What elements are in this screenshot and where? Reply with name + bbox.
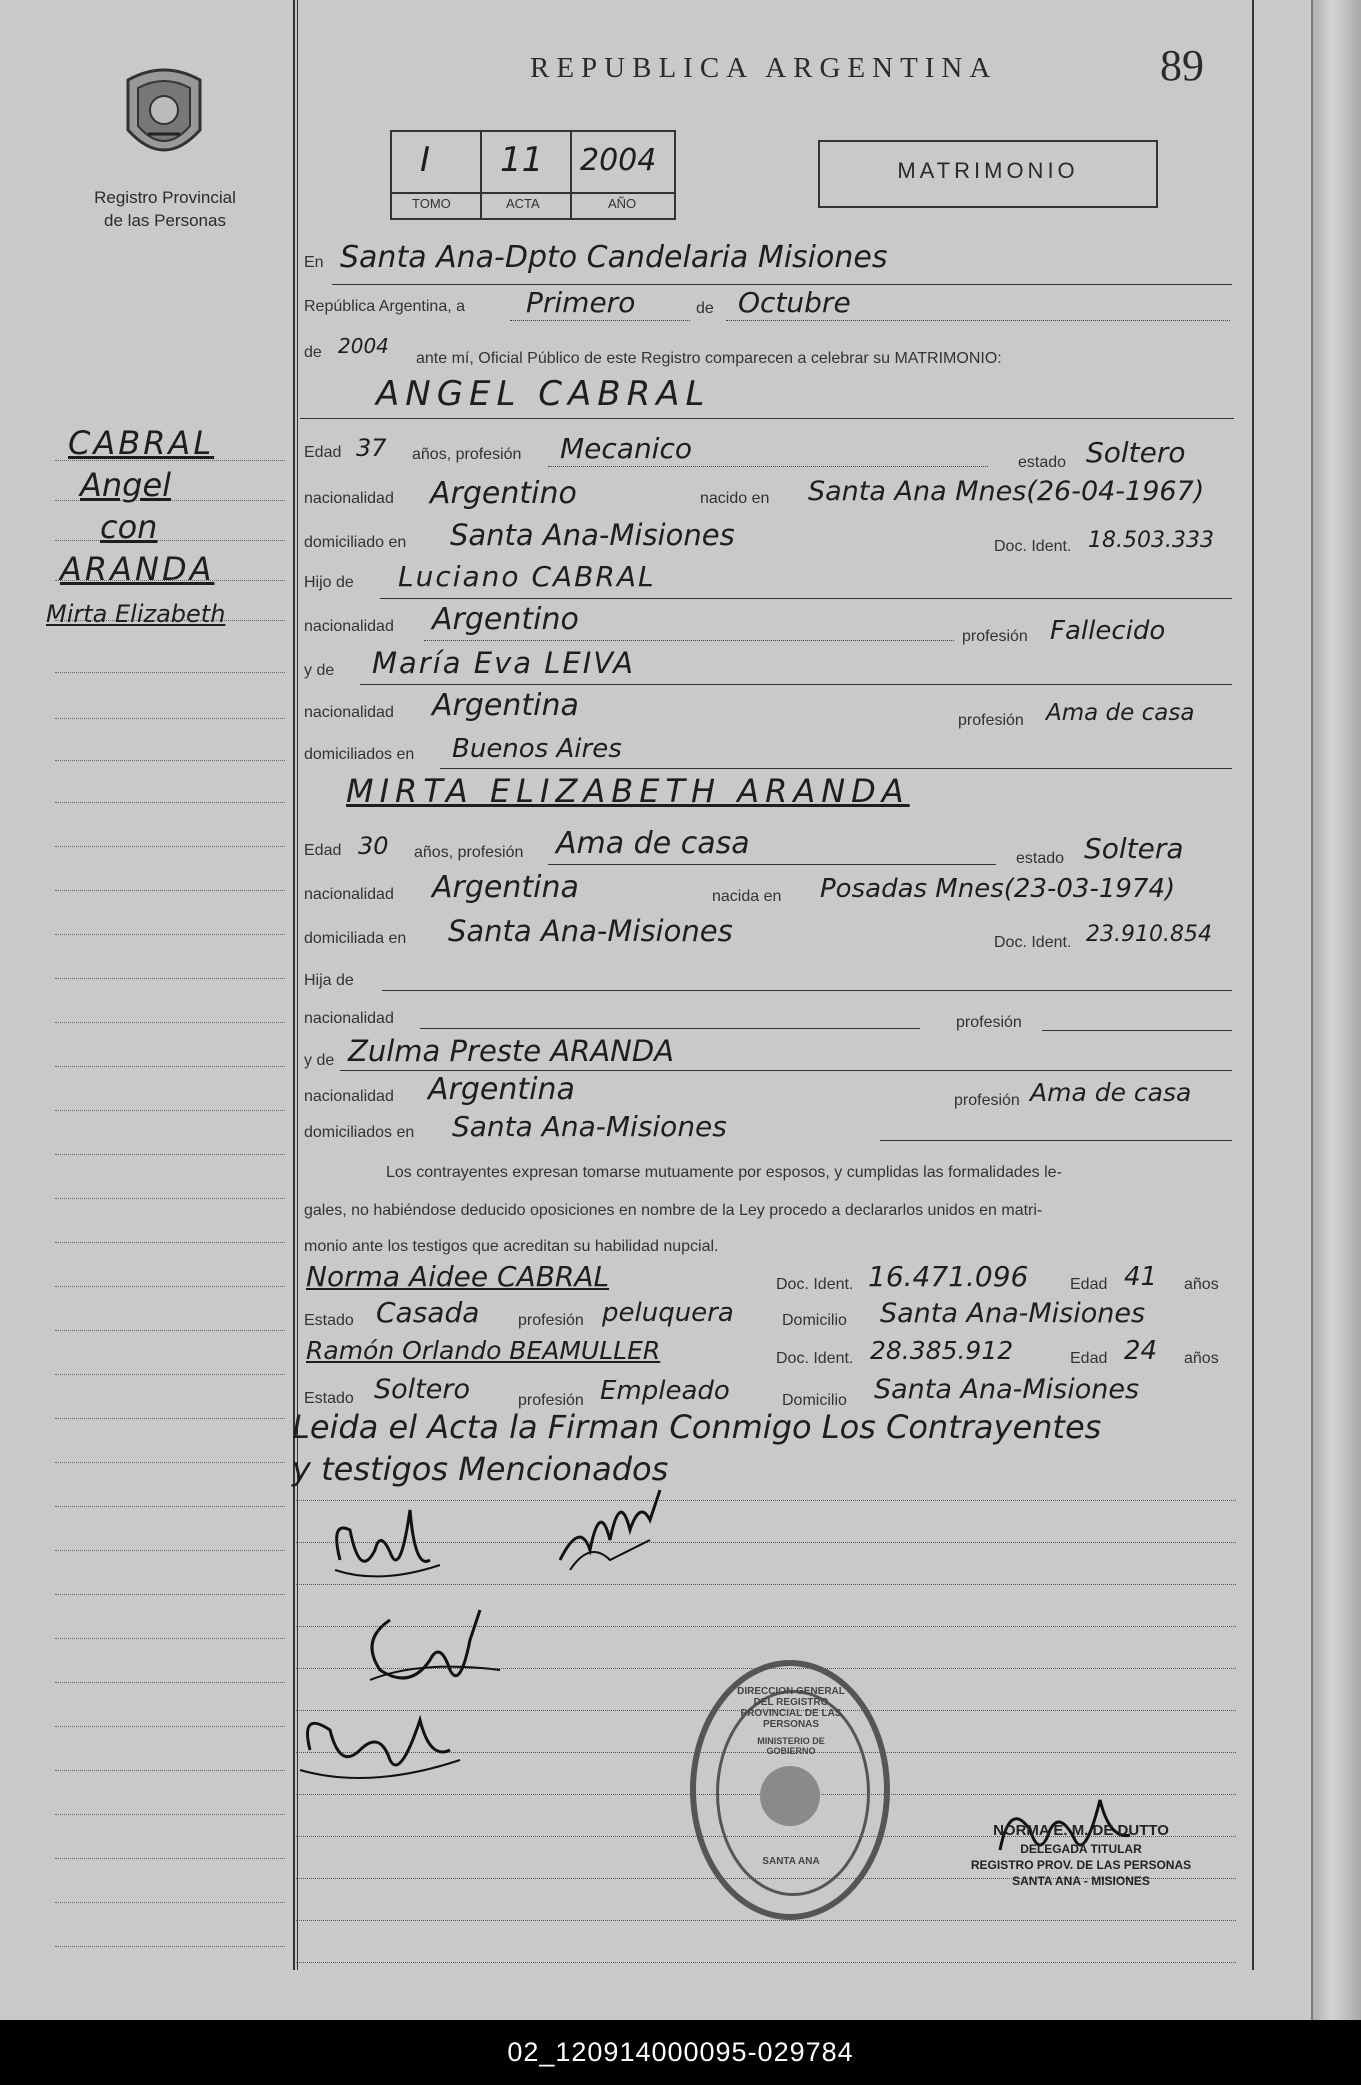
bride-mother-prof-label: profesión [954, 1092, 1020, 1109]
witness2-doc: 28.385.912 [870, 1336, 1014, 1365]
official-name: NORMA E. M. DE DUTTO [993, 1822, 1169, 1839]
official-location: SANTA ANA - MISIONES [1012, 1874, 1150, 1888]
witness1-domicilio-label: Domicilio [782, 1312, 847, 1329]
de-label: de [696, 300, 714, 317]
acta-label: ACTA [506, 196, 540, 211]
groom-estado-label: estado [1018, 454, 1067, 471]
coat-of-arms-icon [118, 60, 210, 175]
anio-value: 2004 [580, 143, 657, 178]
witness1-age: 41 [1124, 1262, 1158, 1292]
official-title: DELEGADA TITULAR [1020, 1842, 1142, 1856]
groom-nationality: Argentino [430, 476, 577, 511]
witness1-name: Norma Aidee CABRAL [306, 1260, 610, 1293]
groom-father-nationality: Argentino [432, 602, 579, 637]
groom-profesion-label: años, profesión [412, 446, 522, 463]
bride-mother-nationality: Argentina [428, 1072, 575, 1107]
record-divider [570, 130, 572, 218]
groom-age: 37 [356, 434, 387, 462]
intro-statement: ante mí, Oficial Público de este Registro comparecen a celebrar su MATRIMONIO: [416, 350, 1002, 367]
page-number: 89 [1160, 41, 1204, 90]
groom-yde-label: y de [304, 662, 335, 679]
margin-surname-groom: CABRAL [68, 424, 215, 462]
witness1-estado-label: Estado [304, 1312, 354, 1329]
tomo-label: TOMO [412, 196, 451, 211]
margin-rule-left [293, 0, 295, 1970]
country-title: REPUBLICA ARGENTINA [530, 52, 998, 84]
groom-domicile: Santa Ana-Misiones [450, 518, 735, 552]
margin-con: con [100, 508, 158, 546]
bride-name: MIRTA ELIZABETH ARANDA [346, 772, 910, 810]
witness2-profession: Empleado [600, 1376, 730, 1406]
stamp-bottom-text: SANTA ANA [762, 1856, 820, 1867]
bride-edad-label: Edad [304, 842, 342, 859]
groom-father-profession: Fallecido [1050, 616, 1166, 646]
witness2-anos-label: años [1184, 1350, 1219, 1367]
groom-parents-domicile: Buenos Aires [452, 734, 622, 764]
bride-birthplace: Posadas Mnes(23-03-1974) [820, 874, 1176, 904]
stamp-inner-text: MINISTERIO DE GOBIERNO [757, 1736, 825, 1756]
groom-mother-nat-label: nacionalidad [304, 704, 394, 721]
bride-mother: Zulma Preste ARANDA [348, 1034, 675, 1068]
groom-mother-profession: Ama de casa [1046, 700, 1195, 726]
republica-label: República Argentina, a [304, 298, 465, 315]
place-value: Santa Ana-Dpto Candelaria Misiones [340, 240, 888, 275]
stamp-emblem-icon [760, 1766, 820, 1826]
bride-parents-dom-label: domiciliados en [304, 1124, 415, 1141]
margin-name-groom: Angel [80, 466, 172, 504]
groom-parents-dom-label: domiciliados en [304, 746, 415, 763]
groom-father-prof-label: profesión [962, 628, 1028, 645]
groom-mother-nationality: Argentina [432, 688, 579, 723]
witness2-age: 24 [1124, 1336, 1158, 1366]
witness1-status: Casada [376, 1296, 480, 1329]
bride-estado-label: estado [1016, 850, 1065, 867]
bride-mother-profession: Ama de casa [1030, 1078, 1192, 1107]
groom-edad-label: Edad [304, 444, 342, 461]
groom-name: ANGEL CABRAL [376, 374, 711, 414]
groom-status: Soltero [1086, 436, 1186, 469]
official-stamp [690, 1660, 890, 1920]
declaration-line2: gales, no habiéndose deducido oposiciones en nombre de la Ley procedo a declararlos unidos en matri- [304, 1202, 1043, 1219]
act-type-label: MATRIMONIO [897, 158, 1079, 183]
margin-rule-left-inner [297, 0, 298, 1970]
witness2-domicile: Santa Ana-Misiones [874, 1374, 1140, 1405]
bride-hija-label: Hija de [304, 972, 354, 989]
bride-mother-nat-label: nacionalidad [304, 1088, 394, 1105]
bride-domicile: Santa Ana-Misiones [448, 914, 733, 948]
bride-doc: 23.910.854 [1086, 922, 1212, 947]
day-value: Primero [526, 286, 636, 319]
acta-value: 11 [500, 140, 544, 180]
bride-parents-domicile: Santa Ana-Misiones [452, 1110, 727, 1143]
witness2-edad-label: Edad [1070, 1350, 1108, 1367]
groom-doc-label: Doc. Ident. [994, 538, 1072, 555]
bride-nacionalidad-label: nacionalidad [304, 886, 394, 903]
bride-domicilio-label: domiciliada en [304, 930, 407, 947]
witness1-anos-label: años [1184, 1276, 1219, 1293]
bride-doc-label: Doc. Ident. [994, 934, 1072, 951]
closing-line2: y testigos Mencionados [292, 1450, 669, 1488]
signature-groom-icon [320, 1490, 450, 1600]
record-divider [390, 192, 674, 194]
witness1-profession: peluquera [602, 1298, 734, 1328]
groom-hijo-label: Hijo de [304, 574, 354, 591]
groom-nacido-label: nacido en [700, 490, 770, 507]
file-id-footer: 02_120914000095-029784 [0, 2020, 1361, 2085]
official-office: REGISTRO PROV. DE LAS PERSONAS [970, 1858, 1192, 1872]
witness1-domicile: Santa Ana-Misiones [880, 1298, 1146, 1329]
witness2-profesion-label: profesión [518, 1392, 584, 1409]
margin-rule-right [1252, 0, 1254, 1970]
anio-label: AÑO [608, 196, 637, 211]
bride-father-nat-label: nacionalidad [304, 1010, 394, 1027]
groom-father: Luciano CABRAL [398, 560, 656, 593]
witness2-domicilio-label: Domicilio [782, 1392, 847, 1409]
witness1-edad-label: Edad [1070, 1276, 1108, 1293]
witness2-estado-label: Estado [304, 1390, 354, 1407]
bride-age: 30 [358, 832, 389, 860]
record-divider [480, 130, 482, 218]
book-spine [1311, 0, 1361, 2020]
month-value: Octubre [738, 286, 851, 319]
bride-status: Soltera [1084, 832, 1184, 865]
groom-mother: María Eva LEIVA [372, 646, 635, 680]
groom-father-nat-label: nacionalidad [304, 618, 394, 635]
groom-domicilio-label: domiciliado en [304, 534, 407, 551]
registry-name-line1: Registro Provincial [94, 188, 236, 207]
bride-nacida-label: nacida en [712, 888, 782, 905]
groom-doc: 18.503.333 [1088, 528, 1214, 553]
witness2-name: Ramón Orlando BEAMULLER [306, 1336, 661, 1365]
signature-bride-icon [550, 1480, 670, 1600]
de2-label: de [304, 344, 322, 361]
year-value: 2004 [338, 334, 389, 358]
groom-nacionalidad-label: nacionalidad [304, 490, 394, 507]
registry-name-line2: de las Personas [104, 211, 226, 230]
margin-surname-bride: ARANDA [60, 550, 215, 588]
tomo-value: I [420, 140, 431, 180]
witness1-profesion-label: profesión [518, 1312, 584, 1329]
witness2-status: Soltero [374, 1374, 470, 1405]
en-label: En [304, 254, 324, 271]
groom-profession: Mecanico [560, 432, 692, 465]
groom-birthplace: Santa Ana Mnes(26-04-1967) [808, 476, 1205, 507]
bride-profesion-label: años, profesión [414, 844, 524, 861]
bride-nationality: Argentina [432, 870, 579, 905]
margin-name-bride: Mirta Elizabeth [46, 600, 226, 628]
bride-father-prof-label: profesión [956, 1014, 1022, 1031]
signature-witness2-icon [290, 1690, 470, 1800]
witness2-doc-label: Doc. Ident. [776, 1350, 854, 1367]
bride-yde-label: y de [304, 1052, 335, 1069]
groom-mother-prof-label: profesión [958, 712, 1024, 729]
declaration-line1: Los contrayentes expresan tomarse mutuamente por esposos, y cumplidas las formalidades le- [386, 1164, 1062, 1181]
stamp-ring-text: DIRECCION GENERAL DEL REGISTRO PROVINCIAL DE LAS PERSONAS [737, 1686, 845, 1730]
witness1-doc-label: Doc. Ident. [776, 1276, 854, 1293]
closing-line1: Leida el Acta la Firman Conmigo Los Contrayentes [292, 1408, 1102, 1446]
declaration-line3: monio ante los testigos que acreditan su habilidad nupcial. [304, 1238, 719, 1255]
witness1-doc: 16.471.096 [868, 1260, 1029, 1293]
bride-profession: Ama de casa [556, 826, 750, 861]
